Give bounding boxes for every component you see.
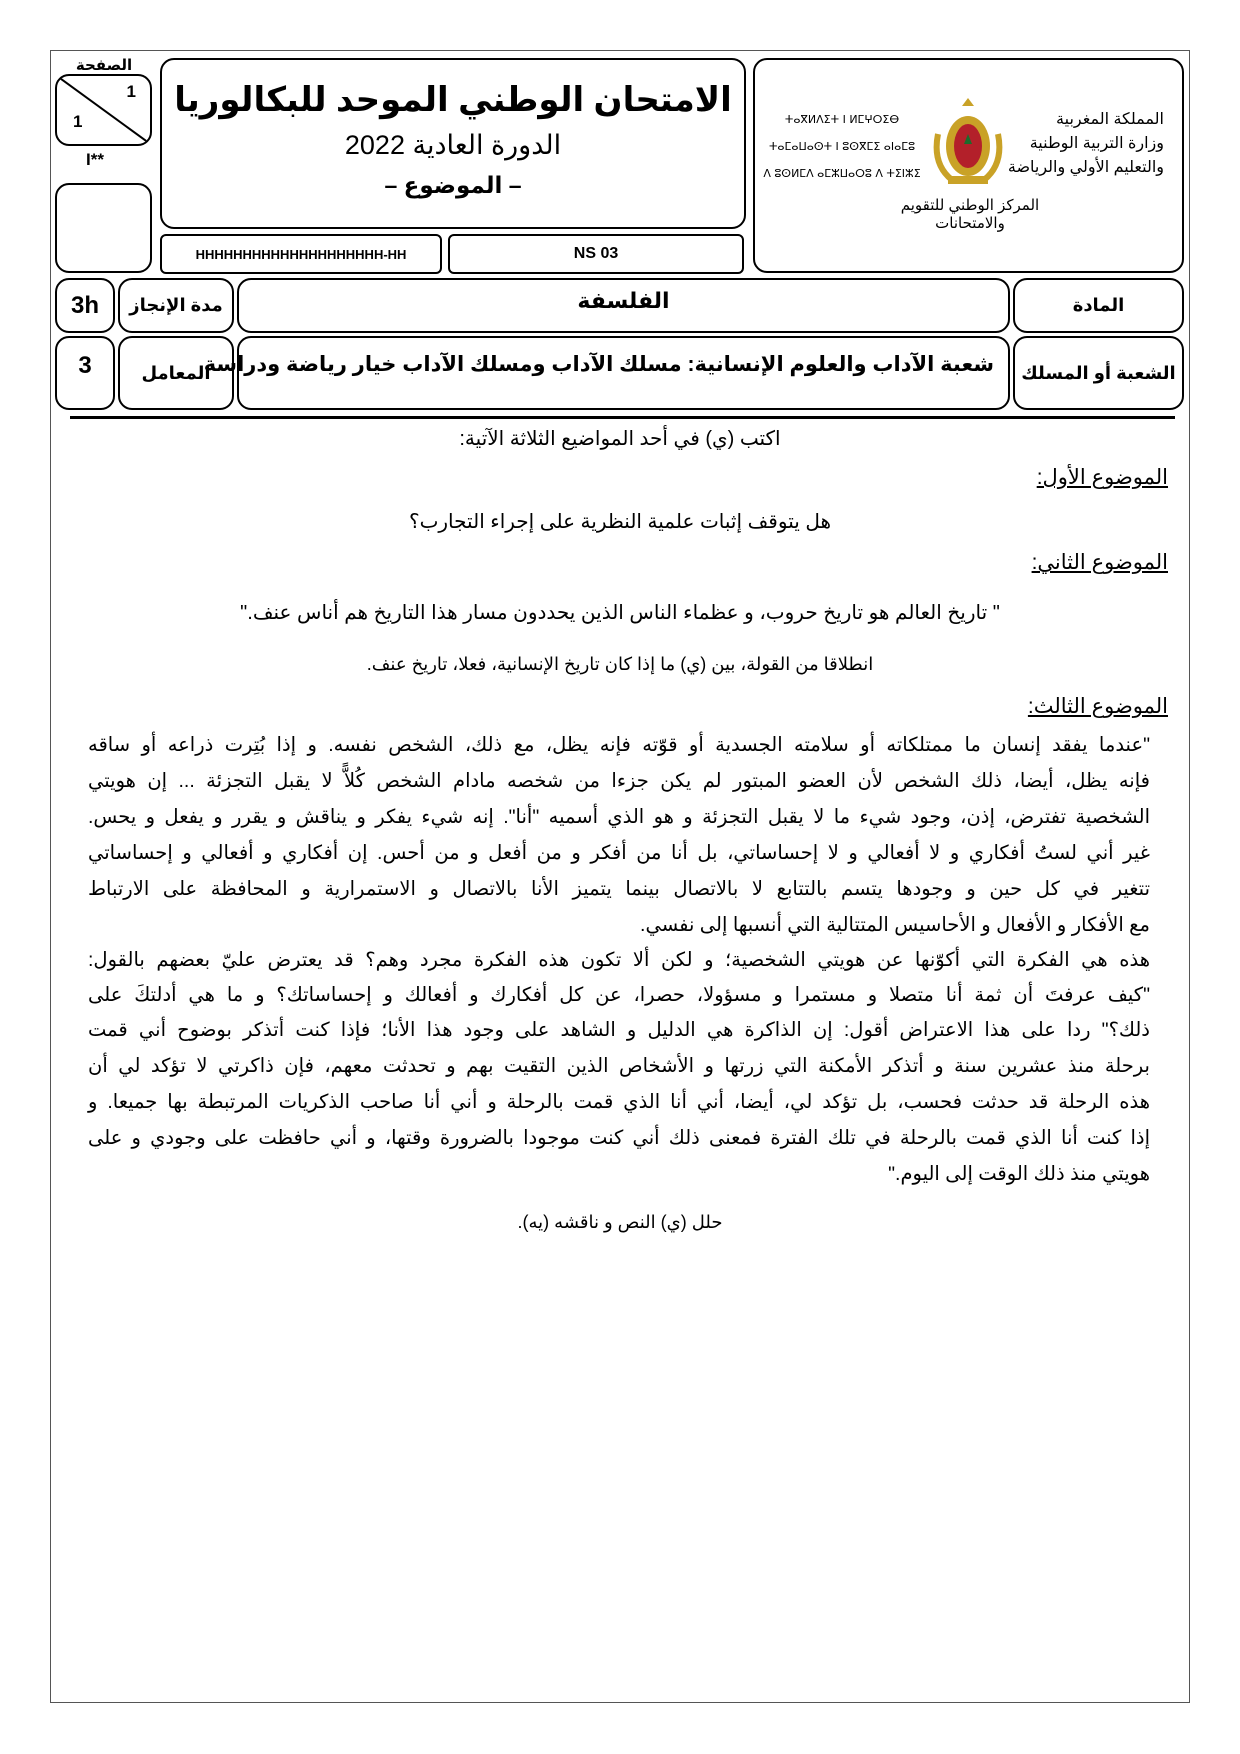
text-line: إذا كنت أنا الذي قمت بالرحلة في تلك الفترة فمعنى ذلك أني كنت موجودا بالضرورة وقتها، و أني حافظت على وجودي و على xyxy=(88,1127,1150,1149)
tifinagh-line: ⴷ ⵓⵙⵍⵎⴷ ⴰⵎⵣⵡⴰⵔⵓ ⴷ ⵜⵉⵏⵣⵉ xyxy=(763,167,921,180)
exam-title: الامتحان الوطني الموحد للبكالوريا xyxy=(174,81,732,119)
topic2-heading: الموضوع الثاني: xyxy=(1031,551,1168,574)
tifinagh-line: ⵜⴰⴳⵍⴷⵉⵜ ⵏ ⵍⵎⵖⵔⵉⴱ xyxy=(784,113,900,126)
topic3-heading: الموضوع الثالث: xyxy=(1027,695,1168,718)
instruction: اكتب (ي) في أحد المواضيع الثلاثة الآتية: xyxy=(459,428,781,450)
text-line: ذلك؟" ردا على هذا الاعتراض أقول: إن الذاكرة هي الدليل و الشاهد على وجود هذا الأنا؛ فإذا كنت أتذكر بوضوح أني قمت xyxy=(88,1019,1150,1041)
text-line: تتغير في كل حين و وجودها يتسم بالتتابع لا بالاتصال بينما يتميز الأنا بالاتصال و الاستمرارية و المحافظة على الارتباط xyxy=(88,878,1150,900)
coat-of-arms-icon xyxy=(930,94,1006,190)
subject-heading: – الموضوع – xyxy=(384,172,522,198)
track-name: شعبة الآداب والعلوم الإنسانية: مسلك الآداب ومسلك الآداب خيار رياضة ودراسة xyxy=(203,353,994,376)
text-line: هذه هي الفكرة التي أكوّنها عن هويتي الشخصية؛ و لكن ألا تكون هذه الفكرة مجرد وهم؟ قد يعترض عليّ بعضهم بالقول: xyxy=(88,949,1150,971)
code-box: HHHHHHHHHHHHHHHHHHHH-HH xyxy=(160,234,442,274)
session: الدورة العادية 2022 xyxy=(344,130,562,160)
text-line: فإنه يظل، أيضا، ذلك الشخص لأن العضو المبتور لم يكن جزءا من شخصه مادام الشخص كُلاًّ لا يقبل التجزئة ... إن هويتي xyxy=(88,770,1150,792)
topic1-question: هل يتوقف إثبات علمية النظرية على إجراء التجارب؟ xyxy=(408,511,832,533)
text-line: "كيف عرفتَ أن ثمة أنا متصلا و مستمرا و مسؤولا، حصرا، عن كل أفكارك و أفعالك و إحساساتك؟ و ما هي أدلتكَ على xyxy=(88,984,1150,1006)
center-name: المركز الوطني للتقويم والامتحانات xyxy=(900,197,1040,232)
ns-code: NS 03 xyxy=(448,234,744,274)
subject-name: الفلسفة xyxy=(577,288,670,313)
text-line: برحلة منذ عشرين سنة و أتذكر الأمكنة التي زرتها و الأشخاص الذين التقيت بهم و تحدثت معهم، فإن ذاكرتي لا تؤكد لي أن xyxy=(88,1055,1150,1077)
text-line: غير أني لستُ أفكاري و لا أفعالي و لا إحساساتي، بل أنا من أفكر و من أفعل و من أحس. إن أفكاري و أفعالي و إحساساتي xyxy=(88,842,1150,864)
page-label: الصفحة xyxy=(75,57,133,74)
page-total: 1 xyxy=(73,112,83,131)
track-box xyxy=(203,336,1010,410)
ministry-box xyxy=(753,58,1184,273)
tifinagh-line: ⵜⴰⵎⴰⵡⴰⵙⵜ ⵏ ⵓⵙⴳⵎⵉ ⴰⵏⴰⵎⵓ xyxy=(768,140,916,153)
subject-box xyxy=(237,278,1010,333)
subject-label: المادة xyxy=(1013,278,1184,333)
coefficient-label: المعامل xyxy=(118,336,234,410)
ministry-name-ar xyxy=(1008,108,1164,180)
text-line: "عندما يفقد إنسان ما ممتلكاته أو سلامته الجسدية أو قوّته فإنه يظل، مع ذلك، الشخص نفسه. و إذا بُتِرت ذراعه أو ساقه xyxy=(88,734,1150,756)
topic3-task: حلل (ي) النص و ناقشه (يه). xyxy=(517,1212,723,1232)
ministry-line: المملكة المغربية xyxy=(1056,111,1164,128)
track-label: الشعبة أو المسلك xyxy=(1013,336,1184,410)
text-line: مع الأفكار و الأفعال و الأحاسيس المتتالية التي أنسبها إلى نفسي. xyxy=(640,914,1150,936)
ministry-line: والتعليم الأولي والرياضة xyxy=(1007,159,1164,176)
topic2-task: انطلاقا من القولة، بين (ي) ما إذا كان تاريخ الإنسانية، فعلا، تاريخ عنف. xyxy=(366,654,874,674)
page-number-box xyxy=(55,74,152,146)
duration-label: مدة الإنجاز xyxy=(118,278,234,333)
topic2-quote: " تاريخ العالم هو تاريخ حروب، و عظماء الناس الذين يحددون مسار هذا التاريخ هم أناس عنف." xyxy=(240,602,1000,624)
separator-rule xyxy=(70,416,1175,419)
text-line: الشخصية تفترض، إذن، وجود شيء ما لا يقبل التجزئة و هو الذي أسميه "أنا". إنه شيء يفكر و يناقش و يقرر و يفعل و يحس. xyxy=(88,806,1150,828)
blank-box xyxy=(55,183,152,273)
ministry-name-tifinagh xyxy=(761,106,923,187)
ministry-line: وزارة التربية الوطنية xyxy=(1029,135,1164,152)
duration-value: 3h xyxy=(55,278,115,333)
text-line: هذه الرحلة قد حدثت فحسب، بل تؤكد لي، أيضا، أني أنا الذي قمت بالرحلة و أني أنا صاحب الذكريات المرتبطة بها جميعا. و xyxy=(88,1091,1150,1113)
marker: I** xyxy=(86,150,104,169)
text-line: هويتي منذ ذلك الوقت إلى اليوم." xyxy=(888,1163,1150,1185)
exam-title-box xyxy=(160,58,746,229)
coefficient-value: 3 xyxy=(55,336,115,410)
topic1-heading: الموضوع الأول: xyxy=(1036,466,1168,489)
page-current: 1 xyxy=(126,82,136,101)
